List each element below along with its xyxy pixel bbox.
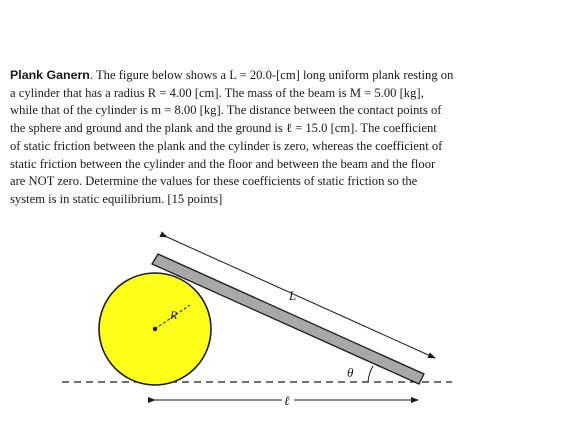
problem-text: a cylinder that has a radius R = 4.00 [cm]. The mass of the beam is M = 5.00 [kg], [10, 85, 424, 100]
angle-arc [368, 366, 373, 382]
problem-title: Plank Ganern [10, 68, 90, 82]
distance-label: ℓ [284, 393, 290, 408]
problem-text: the sphere and ground and the plank and the ground is ℓ = 15.0 [cm]. The coefficient [10, 121, 437, 136]
problem-text: static friction between the cylinder and the floor and between the beam and the floor [10, 156, 436, 171]
problem-text: while that of the cylinder is m = 8.00 [kg]. The distance between the contact points of [10, 103, 442, 118]
angle-label: θ [347, 365, 354, 380]
problem-text: are NOT zero. Determine the values for these coefficients of static friction so the [10, 174, 418, 189]
problem-text: of static friction between the plank and the cylinder is zero, whereas the coefficient of [10, 138, 443, 153]
problem-text: . The figure below shows a L = 20.0-[cm] long uniform plank resting on [89, 68, 454, 82]
length-label: L [289, 288, 297, 303]
problem-text: system is in static equilibrium. [15 points] [10, 191, 223, 206]
cylinder-center [153, 327, 157, 331]
radius-label: R [170, 308, 178, 322]
